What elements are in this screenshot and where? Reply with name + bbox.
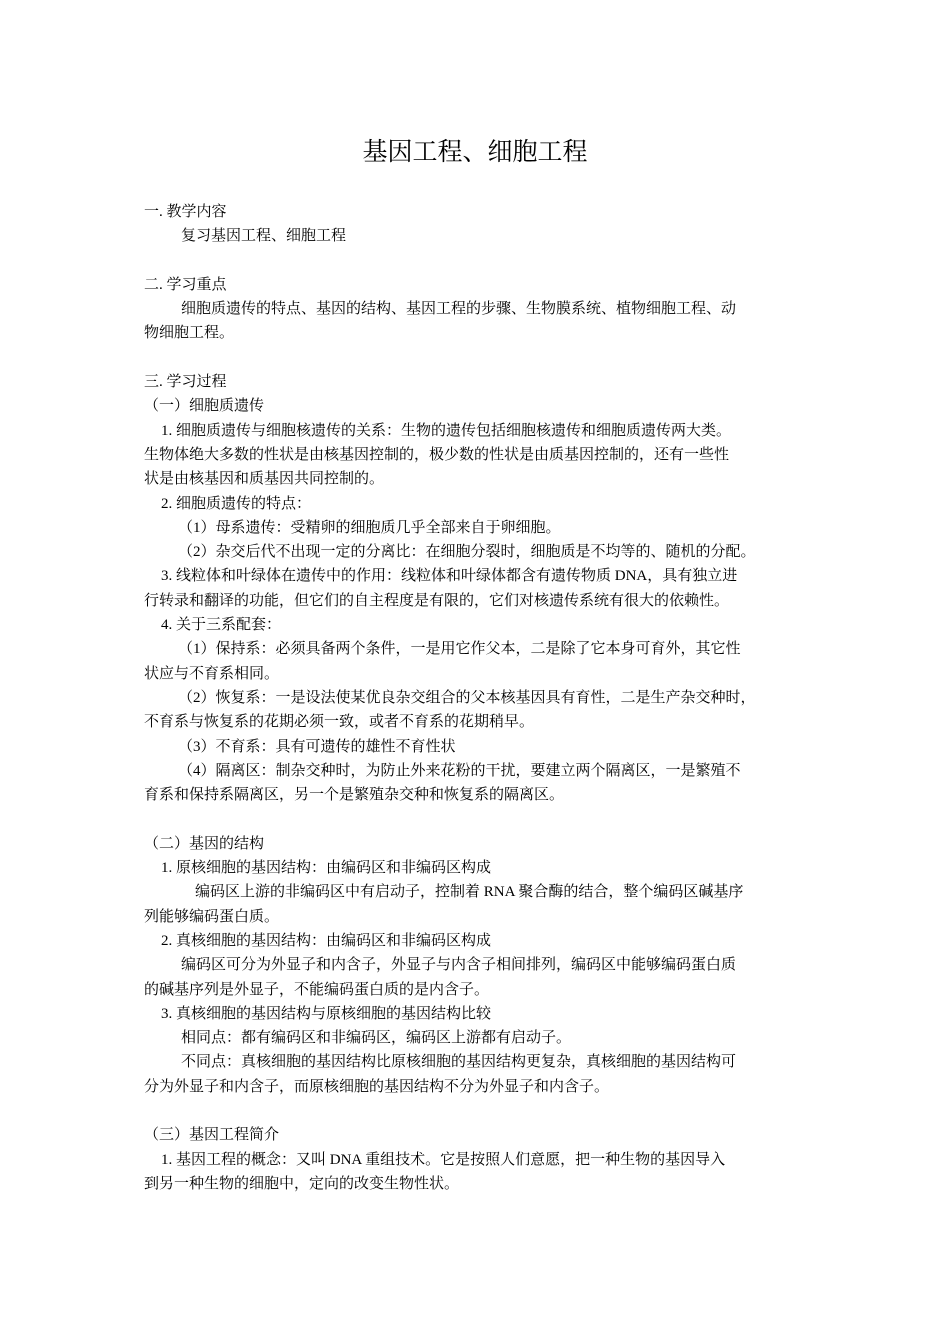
section-heading: 二. 学习重点 (144, 276, 227, 293)
paragraph-line: 不同点：真核细胞的基因结构比原核细胞的基因结构更复杂，真核细胞的基因结构可 (181, 1054, 737, 1071)
sub-list-item: （4）隔离区：制杂交种时，为防止外来花粉的干扰，要建立两个隔离区，一是繁殖不 (178, 762, 741, 779)
paragraph-line: 到另一种生物的细胞中，定向的改变生物性状。 (144, 1175, 460, 1192)
sub-list-item: （1）保持系：必须具备两个条件，一是用它作父本，二是除了它本身可育外，其它性 (178, 641, 741, 658)
document-title: 基因工程、细胞工程 (362, 137, 588, 166)
paragraph-line: 相同点：都有编码区和非编码区，编码区上游都有启动子。 (181, 1030, 572, 1047)
paragraph-line: 分为外显子和内含子，而原核细胞的基因结构不分为外显子和内含子。 (144, 1078, 610, 1095)
subsection-heading: （二）基因的结构 (144, 835, 265, 852)
list-item: 4. 关于三系配套： (161, 617, 282, 634)
subsection-heading: （三）基因工程简介 (144, 1127, 280, 1144)
paragraph-line: 复习基因工程、细胞工程 (181, 228, 347, 245)
sub-list-item: （1）母系遗传：受精卵的细胞质几乎全部来自于卵细胞。 (178, 519, 561, 536)
list-item: 2. 细胞质遗传的特点： (161, 495, 312, 512)
paragraph-line: 细胞质遗传的特点、基因的结构、基因工程的步骤、生物膜系统、植物细胞工程、动 (181, 301, 737, 318)
blank-line (144, 807, 812, 831)
list-item: 1. 原核细胞的基因结构：由编码区和非编码区构成 (161, 860, 492, 877)
paragraph-line: 状是由核基因和质基因共同控制的。 (144, 471, 385, 488)
list-item: 3. 真核细胞的基因结构与原核细胞的基因结构比较 (161, 1005, 492, 1022)
paragraph-line: 编码区可分为外显子和内含子，外显子与内含子相间排列，编码区中能够编码蛋白质 (181, 957, 737, 974)
paragraph-line: 不育系与恢复系的花期必须一致，或者不育系的花期稍早。 (144, 714, 535, 731)
list-item: 1. 细胞质遗传与细胞核遗传的关系：生物的遗传包括细胞核遗传和细胞质遗传两大类。 (161, 422, 732, 439)
list-item: 1. 基因工程的概念：又叫 DNA 重组技术。它是按照人们意愿，把一种生物的基因导入 (161, 1151, 726, 1168)
subsection-heading: （一）细胞质遗传 (144, 398, 265, 415)
blank-line (144, 1099, 812, 1123)
section-heading: 一. 教学内容 (144, 204, 227, 220)
paragraph-line: 育系和保持系隔离区，另一个是繁殖杂交种和恢复系的隔离区。 (144, 787, 565, 804)
list-item: 2. 真核细胞的基因结构：由编码区和非编码区构成 (161, 932, 492, 949)
blank-line (144, 249, 812, 273)
section-heading: 三. 学习过程 (144, 374, 227, 391)
list-item: 3. 线粒体和叶绿体在遗传中的作用：线粒体和叶绿体都含有遗传物质 DNA，具有独立进 (161, 568, 738, 585)
paragraph-line: 行转录和翻译的功能，但它们的自主程度是有限的，它们对核遗传系统有很大的依赖性。 (144, 592, 730, 609)
paragraph-line: 的碱基序列是外显子，不能编码蛋白质的是内含子。 (144, 981, 490, 998)
paragraph-line: 列能够编码蛋白质。 (144, 908, 280, 925)
sub-list-item: （2）恢复系：一是设法使某优良杂交组合的父本核基因具有育性，二是生产杂交种时， (178, 689, 756, 706)
sub-list-item: （2）杂交后代不出现一定的分离比：在细胞分裂时，细胞质是不均等的、随机的分配。 (178, 544, 756, 561)
sub-list-item: （3）不育系：具有可遗传的雄性不育性状 (178, 738, 456, 755)
document-body (144, 200, 812, 1196)
paragraph-line: 编码区上游的非编码区中有启动子，控制着 RNA 聚合酶的结合，整个编码区碱基序 (195, 884, 744, 901)
paragraph-line: 生物体绝大多数的性状是由核基因控制的，极少数的性状是由质基因控制的，还有一些性 (144, 446, 730, 463)
blank-line (144, 346, 812, 370)
paragraph-line: 状应与不育系相同。 (144, 665, 280, 682)
paragraph-line: 物细胞工程。 (144, 325, 235, 342)
